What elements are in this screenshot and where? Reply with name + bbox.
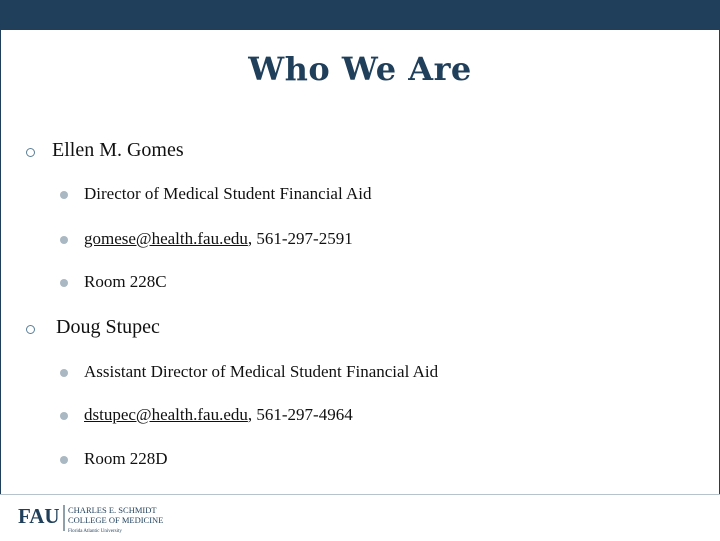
- bullet-icon: [60, 236, 68, 244]
- contact-line: [84, 229, 353, 249]
- hollow-bullet-icon: [26, 148, 35, 157]
- email-link[interactable]: dstupec@health.fau.edu: [84, 405, 248, 424]
- phone-number: , 561-297-4964: [247, 405, 353, 424]
- person-role: Director of Medical Student Financial Aid: [84, 184, 372, 203]
- bullet-icon: [60, 456, 68, 464]
- logo-line-3: Florida Atlantic University: [68, 529, 122, 534]
- contact-line: [84, 405, 353, 425]
- person-role: Assistant Director of Medical Student Financial Aid: [84, 362, 439, 381]
- slide-title: Who We Are: [248, 50, 472, 88]
- bullet-icon: [60, 279, 68, 287]
- bullet-icon: [60, 369, 68, 377]
- footer: [0, 494, 720, 541]
- bullet-icon: [60, 412, 68, 420]
- logo-mark: FAU: [18, 504, 60, 528]
- logo-line-1: CHARLES E. SCHMIDT: [68, 505, 157, 515]
- bullet-icon: [60, 191, 68, 199]
- room-number: Room 228C: [84, 272, 167, 291]
- person-name: Ellen M. Gomes: [52, 139, 184, 161]
- person-name: Doug Stupec: [56, 316, 160, 338]
- logo-line-2: COLLEGE OF MEDICINE: [68, 515, 164, 525]
- room-number: Room 228D: [84, 449, 168, 468]
- email-link[interactable]: gomese@health.fau.edu: [84, 229, 248, 248]
- phone-number: , 561-297-2591: [247, 229, 353, 248]
- hollow-bullet-icon: [26, 325, 35, 334]
- fau-medicine-logo: [18, 501, 178, 535]
